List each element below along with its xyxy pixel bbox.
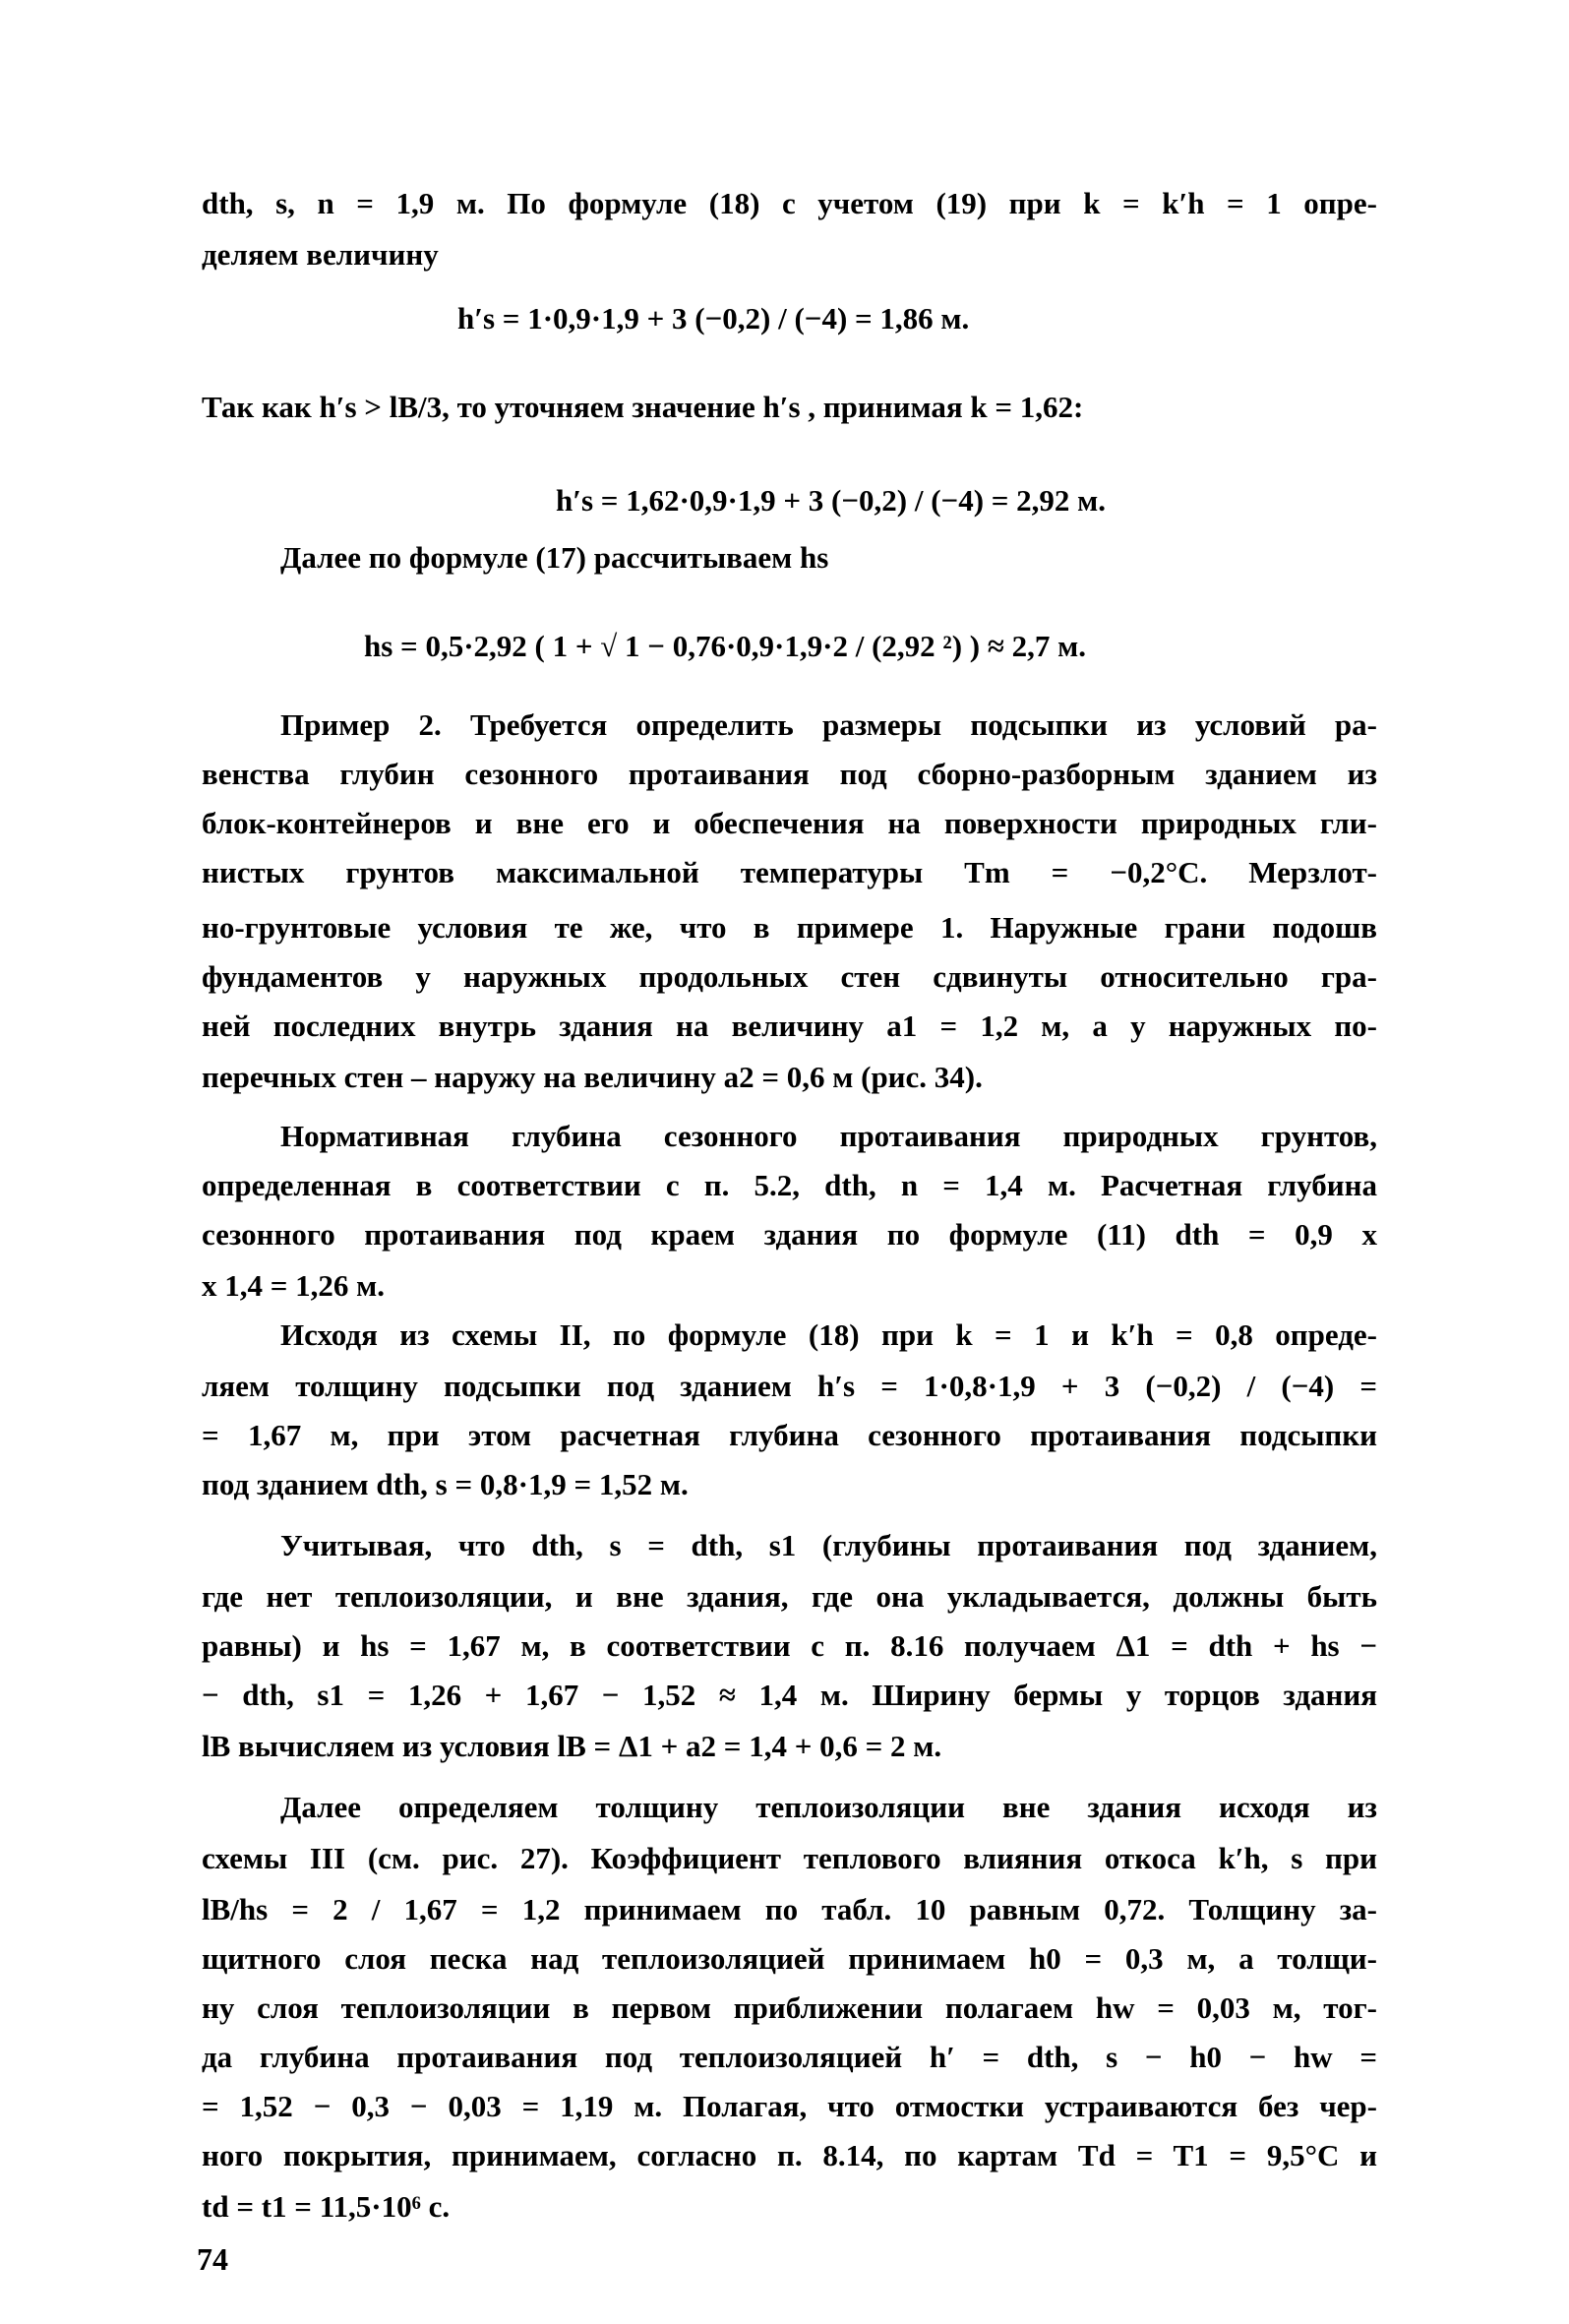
- text-line: − dth, s1 = 1,26 + 1,67 − 1,52 ≈ 1,4 м. Ширину бермы у торцов здания: [202, 1678, 1377, 1712]
- formula-line: h′s = 1·0,9·1,9 + 3 (−0,2) / (−4) = 1,86 м.: [457, 301, 970, 336]
- text-line: да глубина протаивания под теплоизоляцией h′ = dth, s − h0 − hw =: [202, 2040, 1377, 2074]
- text-line: фундаментов у наружных продольных стен сдвинуты относительно гра-: [202, 959, 1377, 994]
- text-line: где нет теплоизоляции, и вне здания, где она укладывается, должны быть: [202, 1579, 1377, 1614]
- text-line: нистых грунтов максимальной температуры Tm = −0,2°С. Мерзлот-: [202, 855, 1377, 889]
- text-line: ну слоя теплоизоляции в первом приближении полагаем hw = 0,03 м, тог-: [202, 1990, 1377, 2025]
- page-number: 74: [197, 2241, 228, 2277]
- text-line: но-грунтовые условия те же, что в примере 1. Наружные грани подошв: [202, 910, 1377, 945]
- text-line: равны) и hs = 1,67 м, в соответствии с п. 8.16 получаем Δ1 = dth + hs −: [202, 1628, 1377, 1663]
- text-line: блок-контейнеров и вне его и обеспечения на поверхности природных гли-: [202, 806, 1377, 840]
- text-line: Далее по формуле (17) рассчитываем hs: [280, 540, 829, 575]
- text-line: щитного слоя песка над теплоизоляцией принимаем h0 = 0,3 м, а толщи-: [202, 1941, 1377, 1976]
- text-line: Учитывая, что dth, s = dth, s1 (глубины протаивания под зданием,: [280, 1528, 1377, 1562]
- text-line: ляем толщину подсыпки под зданием h′s = 1·0,8·1,9 + 3 (−0,2) / (−4) =: [202, 1369, 1377, 1403]
- text-line: dth, s, n = 1,9 м. По формуле (18) с учетом (19) при k = k′h = 1 опре-: [202, 186, 1377, 220]
- text-line: Так как h′s > lB/3, то уточняем значение h′s , принимая k = 1,62:: [202, 390, 1084, 424]
- text-line: под зданием dth, s = 0,8·1,9 = 1,52 м.: [202, 1467, 689, 1501]
- text-line: х 1,4 = 1,26 м.: [202, 1268, 386, 1303]
- formula-line: hs = 0,5·2,92 ( 1 + √ 1 − 0,76·0,9·1,9·2 / (2,92 ²) ) ≈ 2,7 м.: [364, 629, 1086, 663]
- text-line: Нормативная глубина сезонного протаивания природных грунтов,: [280, 1119, 1377, 1153]
- text-line: Далее определяем толщину теплоизоляции вне здания исходя из: [280, 1790, 1377, 1824]
- text-line: ней последних внутрь здания на величину a1 = 1,2 м, а у наружных по-: [202, 1009, 1377, 1043]
- text-line: ного покрытия, принимаем, согласно п. 8.14, по картам Td = T1 = 9,5°С и: [202, 2138, 1377, 2172]
- text-line: = 1,52 − 0,3 − 0,03 = 1,19 м. Полагая, что отмостки устраиваются без чер-: [202, 2089, 1377, 2123]
- text-line: lB вычисляем из условия lB = Δ1 + a2 = 1,4 + 0,6 = 2 м.: [202, 1729, 942, 1763]
- text-line: деляем величину: [202, 237, 439, 272]
- text-line: венства глубин сезонного протаивания под сборно-разборным зданием из: [202, 757, 1377, 791]
- text-line: td = t1 = 11,5·10⁶ с.: [202, 2189, 451, 2224]
- text-line: определенная в соответствии с п. 5.2, dth, n = 1,4 м. Расчетная глубина: [202, 1168, 1377, 1202]
- text-line: схемы III (см. рис. 27). Коэффициент теплового влияния откоса k′h, s при: [202, 1841, 1377, 1875]
- formula-line: h′s = 1,62·0,9·1,9 + 3 (−0,2) / (−4) = 2,92 м.: [556, 483, 1107, 518]
- text-line: lB/hs = 2 / 1,67 = 1,2 принимаем по табл. 10 равным 0,72. Толщину за-: [202, 1892, 1377, 1926]
- text-line: = 1,67 м, при этом расчетная глубина сезонного протаивания подсыпки: [202, 1418, 1377, 1452]
- text-line: Исходя из схемы II, по формуле (18) при k = 1 и k′h = 0,8 опреде-: [280, 1317, 1377, 1352]
- text-line: перечных стен – наружу на величину a2 = 0,6 м (рис. 34).: [202, 1060, 983, 1094]
- text-line: сезонного протаивания под краем здания по формуле (11) dth = 0,9 х: [202, 1217, 1377, 1252]
- text-line: Пример 2. Требуется определить размеры подсыпки из условий ра-: [280, 707, 1377, 742]
